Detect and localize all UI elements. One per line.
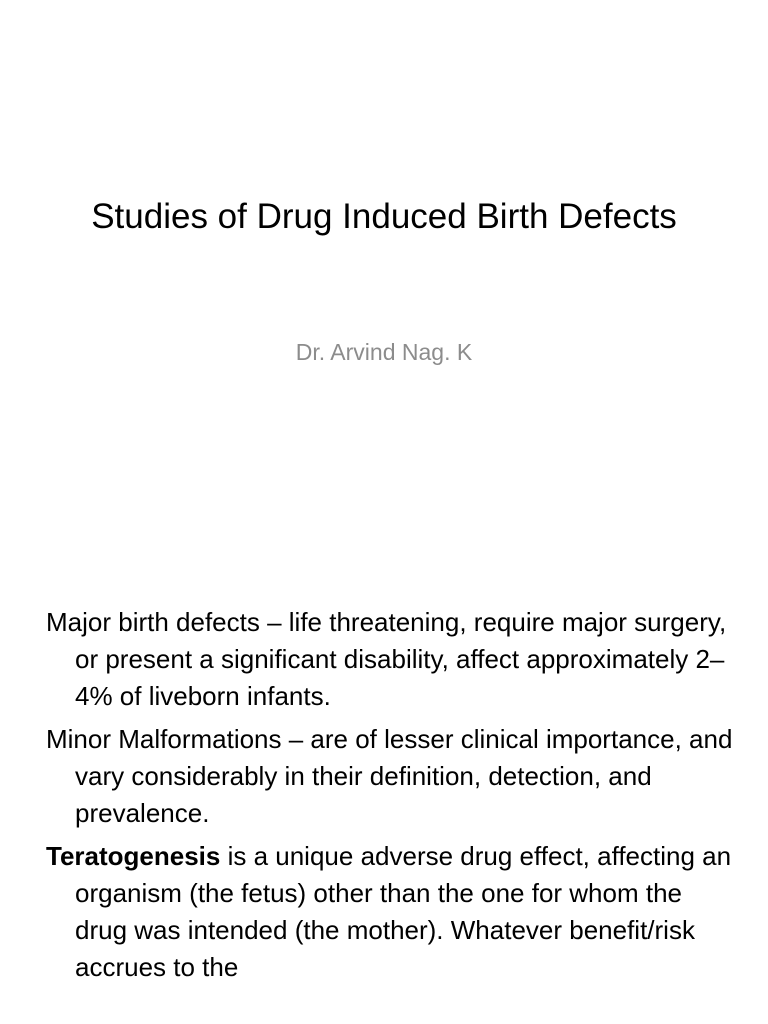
paragraph-minor-malformations <box>46 721 736 832</box>
content-slide <box>0 576 768 1024</box>
term-teratogenesis: Teratogenesis <box>46 841 221 871</box>
slide-body <box>46 604 736 992</box>
paragraph-text: is a unique adverse drug effect, affecting an organism (the fetus) other than the one for whom the drug was intended (the mother). Whatever benefit/risk accrues to the <box>75 841 732 982</box>
slide-title: Studies of Drug Induced Birth Defects <box>91 197 677 236</box>
paragraph-text: Major birth defects – life threatening, require major surgery, or present a significant disability, affect approximately 2–4% of liveborn infants. <box>46 607 727 711</box>
slide-subtitle-author: Dr. Arvind Nag. K <box>295 339 473 365</box>
paragraph-major-birth-defects <box>46 604 736 715</box>
paragraph-teratogenesis <box>46 838 736 986</box>
paragraph-text: Minor Malformations – are of lesser clinical importance, and vary considerably in their definition, detection, and prevalence. <box>46 724 733 828</box>
